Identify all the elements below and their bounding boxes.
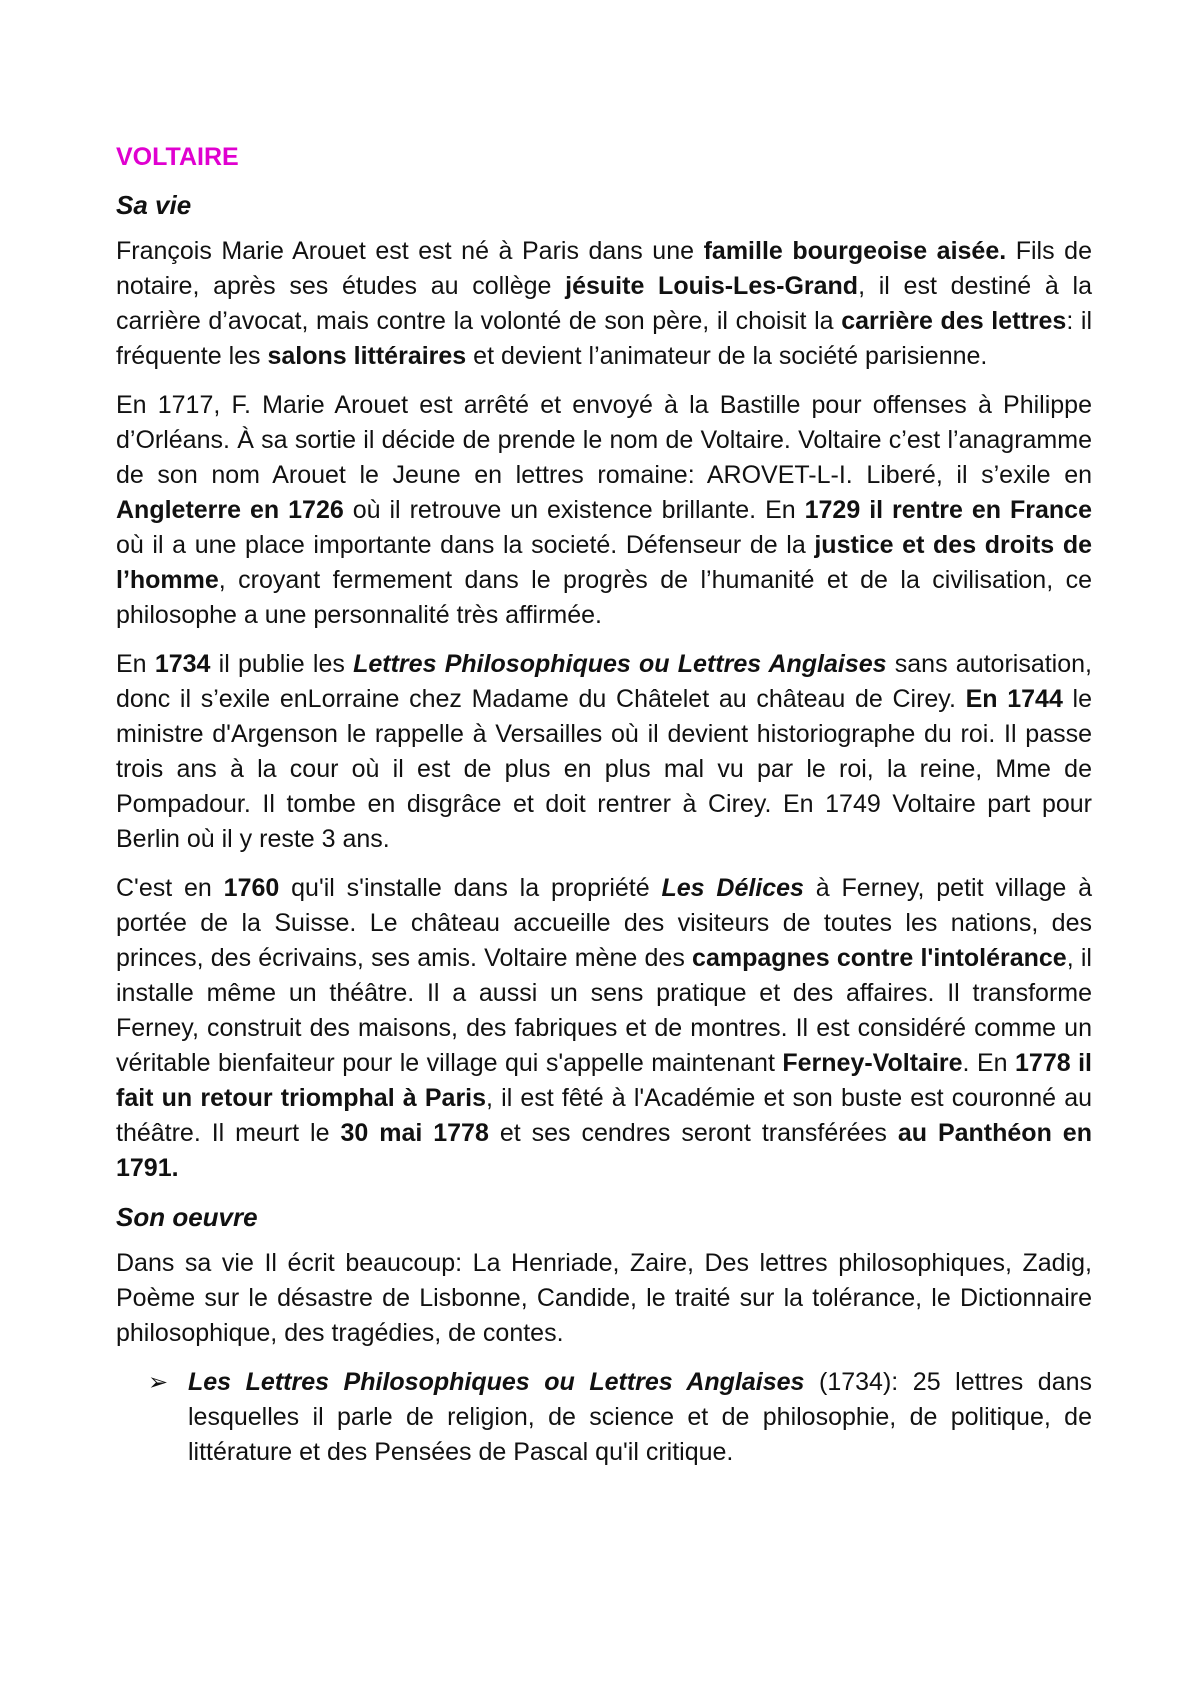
text-run: , croyant fermement dans le progrès de l’humanité et de la civilisation, ce philosophe a une personnalité très affirmée. bbox=[116, 566, 1092, 629]
text-run: Dans sa vie Il écrit beaucoup: La Henriade, Zaire, Des lettres philosophiques, Zadig, Poème sur le désastre de Lisbonne, Candide, le traité sur la tolérance, le Dictionnaire philosophique, des tragédies, de contes. bbox=[116, 1249, 1092, 1347]
emphasis-run: Lettres Philosophiques ou Lettres Anglaises bbox=[353, 650, 887, 678]
paragraph-works bbox=[116, 1246, 1092, 1351]
emphasis-run: famille bourgeoise aisée. bbox=[703, 237, 1007, 265]
emphasis-run: 1778 il fait un retour triomphal à Paris bbox=[116, 1049, 1092, 1112]
emphasis-run: 1760 bbox=[223, 874, 280, 902]
emphasis-run: En 1744 bbox=[965, 685, 1063, 713]
text-run: sans autorisation, donc il s’exile enLorraine chez Madame du Châtelet au château de Cirey. bbox=[116, 650, 1092, 713]
emphasis-run: Les Lettres Philosophiques ou Lettres Anglaises bbox=[188, 1368, 805, 1396]
paragraph-exile bbox=[116, 388, 1092, 633]
text-run: et devient l’animateur de la société parisienne. bbox=[466, 342, 988, 370]
emphasis-run: Angleterre en 1726 bbox=[116, 496, 344, 524]
text-run: où il a une place importante dans la societé. Défenseur de la bbox=[116, 531, 815, 559]
emphasis-run: 1734 bbox=[154, 650, 211, 678]
text-run: le ministre d'Argenson le rappelle à Versailles où il devient historiographe du roi. Il passe trois ans à la cour où il est de plus en plus mal vu par le roi, la reine, Mme de Pompadour. Il tombe en disgrâce et doit rentrer à Cirey. En 1749 Voltaire part pour Berlin où il y reste 3 ans. bbox=[116, 685, 1092, 853]
emphasis-run: Les Délices bbox=[661, 874, 804, 902]
text-run: François Marie Arouet est est né à Paris dans une bbox=[116, 237, 704, 265]
text-run: Fils de notaire, après ses études au collège bbox=[116, 237, 1092, 300]
bullet-item-lettres bbox=[116, 1365, 1092, 1470]
text-run: où il retrouve un existence brillante. En bbox=[343, 496, 805, 524]
paragraph-ferney bbox=[116, 871, 1092, 1186]
emphasis-run: carrière des lettres bbox=[841, 307, 1067, 335]
document-title: VOLTAIRE bbox=[116, 143, 239, 171]
emphasis-run: 1729 il rentre en France bbox=[804, 496, 1092, 524]
text-run: En 1717, F. Marie Arouet est arrêté et envoyé à la Bastille pour offenses à Philippe d’Orléans. À sa sortie il décide de prende le nom de Voltaire. Voltaire c’est l’anagramme de son nom Arouet le Jeune en lettres romaine: AROVET-L-I. Liberé, il s’exile en bbox=[116, 391, 1092, 489]
emphasis-run: jésuite Louis-Les-Grand bbox=[565, 272, 859, 300]
section-heading-life: Sa vie bbox=[116, 190, 192, 220]
emphasis-run: justice et des droits de l’homme bbox=[116, 531, 1092, 594]
emphasis-run: 30 mai 1778 bbox=[340, 1119, 489, 1147]
text-run: (1734): 25 lettres dans lesquelles il parle de religion, de science et de philosophie, de politique, de littérature et des Pensées de Pascal qu'il critique. bbox=[188, 1368, 1093, 1466]
text-run: : il fréquente les bbox=[116, 307, 1092, 370]
text-run: C'est en bbox=[116, 874, 224, 902]
paragraph-birth bbox=[116, 234, 1092, 374]
text-run: , il est destiné à la carrière d’avocat, mais contre la volonté de son père, il choisit la bbox=[116, 272, 1092, 335]
arrowhead-bullet-icon: ➢ bbox=[148, 1369, 169, 1396]
text-run: , il installe même un théâtre. Il a aussi un sens pratique et des affaires. Il transforme Ferney, construit des maisons, des fabriques et de montres. Il est considéré comme un véritable bienfaiteur pour le village qui s'appelle maintenant bbox=[116, 944, 1092, 1077]
emphasis-run: campagnes contre l'intolérance bbox=[692, 944, 1067, 972]
text-run: . En bbox=[962, 1049, 1016, 1077]
text-run: il publie les bbox=[210, 650, 354, 678]
text-run: à Ferney, petit village à portée de la Suisse. Le château accueille des visiteurs de toutes les nations, des princes, des écrivains, ses amis. Voltaire mène des bbox=[116, 874, 1092, 972]
text-run: qu'il s'installe dans la propriété bbox=[279, 874, 662, 902]
text-run: et ses cendres seront transférées bbox=[488, 1119, 898, 1147]
emphasis-run: au Panthéon en 1791. bbox=[116, 1119, 1092, 1182]
paragraph-lettres bbox=[116, 647, 1092, 857]
bullet-text bbox=[188, 1368, 1092, 1466]
text-run: En bbox=[116, 650, 155, 678]
emphasis-run: Ferney-Voltaire bbox=[782, 1049, 963, 1077]
emphasis-run: salons littéraires bbox=[267, 342, 467, 370]
section-heading-work: Son oeuvre bbox=[116, 1202, 258, 1232]
text-run: , il est fêté à l'Académie et son buste est couronné au théâtre. Il meurt le bbox=[116, 1084, 1092, 1147]
